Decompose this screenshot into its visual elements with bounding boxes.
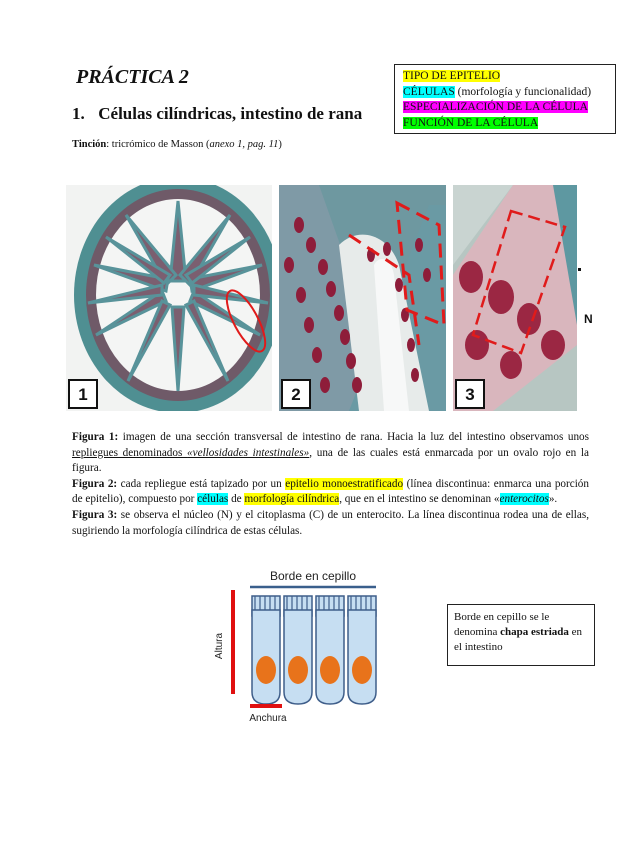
enterocyte-detail-image: [453, 185, 577, 411]
micrograph-panel-1: [66, 185, 272, 411]
nucleus-icon: [288, 656, 308, 684]
staining-text: : tricrómico de Masson (: [106, 139, 210, 150]
staining-ref: anexo 1, pag. 11: [209, 139, 279, 150]
legend-item-tipo: TIPO DE EPITELIO: [403, 70, 501, 82]
villus-epithelium-image: [279, 185, 446, 411]
nucleus-icon: [320, 656, 340, 684]
section-number: 1.: [72, 104, 85, 123]
intestine-cross-section-image: [66, 185, 272, 411]
panel-number-1: 1: [68, 379, 98, 409]
micrograph-panel-2: [279, 185, 446, 411]
color-legend: [394, 64, 616, 134]
page-title: PRÁCTICA 2: [76, 66, 189, 88]
staining-label: Tinción: [72, 139, 107, 150]
panel-3-pointer-dot: [578, 268, 581, 271]
brush-border-label: Borde en cepillo: [269, 569, 357, 583]
brush-border-note: Borde en cepillo se le denomina chapa estriada en el intestino: [447, 604, 595, 666]
panel-number-3: 3: [455, 379, 485, 409]
nucleus-label: N: [584, 312, 593, 326]
caption-figure-2: Figura 2: cada repliegue está tapizado por un epitelio monoestratificado (línea discontinua: enmarca una porción de epitelio), compuesto por células de morfología cilíndrica, que en el intestino se denominan «enterocitos».: [72, 477, 589, 506]
height-label: Altura: [214, 632, 225, 660]
width-label: Anchura: [249, 713, 287, 724]
nucleus-icon: [256, 656, 276, 684]
cell-1: [252, 596, 280, 704]
nucleus-icon: [352, 656, 372, 684]
cell-4: [348, 596, 376, 704]
caption-figure-1: Figura 1: imagen de una sección transversal de intestino de rana. Hacia la luz del intestino observamos unos repliegues denominados «vellosidades intestinales», una de las cuales está enmarcada por un ovalo rojo en la figura.: [72, 431, 590, 475]
cell-group: [252, 596, 376, 704]
legend-item-funcion: FUNCIÓN DE LA CÉLULA: [403, 116, 539, 129]
panel-number-2: 2: [281, 379, 311, 409]
legend-item-celulas: CÉLULAS (morfología y funcionalidad): [403, 85, 592, 98]
staining-line: Tinción: tricrómico de Masson (anexo 1, pag. 11): [72, 139, 282, 150]
cell-2: [284, 596, 312, 704]
cell-3: [316, 596, 344, 704]
section-heading: [72, 104, 362, 124]
legend-item-especializacion: ESPECIALIZACIÓN DE LA CÉLULA: [403, 101, 588, 113]
columnar-cells-diagram: [210, 566, 400, 726]
figure-captions: [72, 430, 589, 539]
section-title: Células cilíndricas, intestino de rana: [98, 104, 363, 123]
micrograph-panel-3: [453, 185, 577, 411]
caption-figure-3: Figura 3: se observa el núcleo (N) y el citoplasma (C) de un enterocito. La línea discontinua rodea una de ellas, sugiriendo la morfología cilíndrica de estas células.: [72, 508, 589, 537]
